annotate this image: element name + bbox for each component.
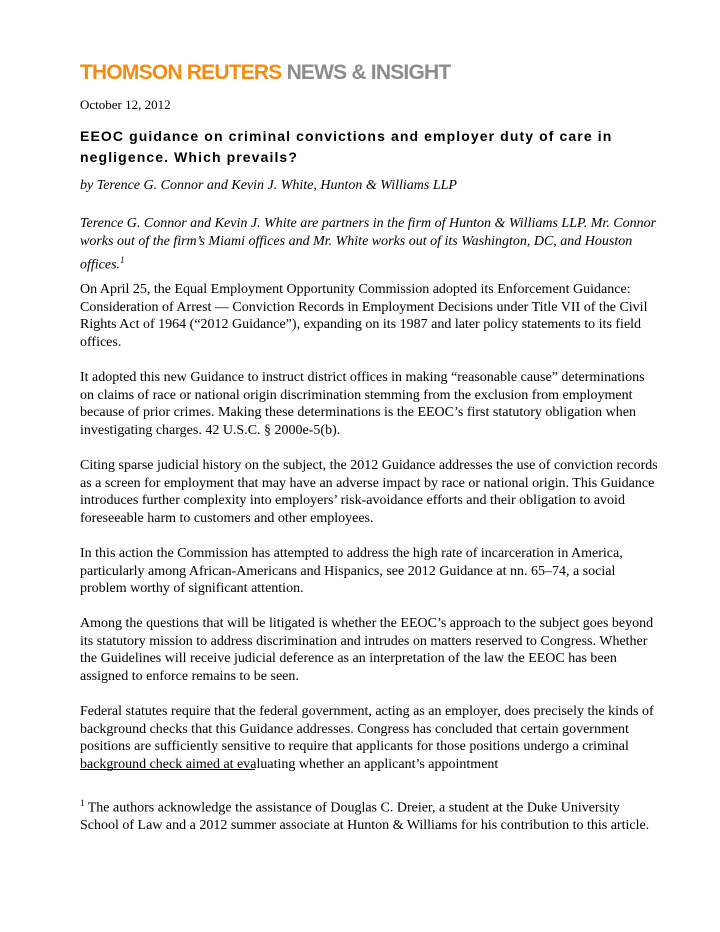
paragraph: Among the questions that will be litigated is whether the EEOC’s approach to the subject goes beyond its statutory mission to address discrimination and intrudes on matters reserved to Congress. Whether the Guidelines will receive judicial deference as an interpretation of the law the EEOC has been assigned to enforce remains to be seen. xyxy=(80,616,654,685)
article-title: EEOC guidance on criminal convictions and employer duty of care in negligence. Which prevails? xyxy=(80,128,613,165)
paragraph: Citing sparse judicial history on the subject, the 2012 Guidance addresses the use of conviction records as a screen for employment that may have an adverse impact by race or national origin. This Guidance introduces further complexity into employers’ risk-avoidance efforts and their obligation to avoid foreseeable harm to customers and other employees. xyxy=(80,457,658,526)
authors-note-text: Terence G. Connor and Kevin J. White are partners in the firm of Hunton & Williams LLP. Mr. Connor works out of the firm’s Miami offices and Mr. White works out of its Washington, DC, and Houston offices. xyxy=(80,216,657,273)
footnote-text: The authors acknowledge the assistance of Douglas C. Dreier, a student at the Duke University School of Law and a 2012 summer associate at Hunton & Williams for his contribution to this article. xyxy=(80,800,650,834)
paragraph: In this action the Commission has attempted to address the high rate of incarceration in America, particularly among African-Americans and Hispanics, see 2012 Guidance at nn. 65–74, a social problem worthy of significant attention. xyxy=(80,545,623,597)
paragraph: Federal statutes require that the federal government, acting as an employer, does precisely the kinds of background checks that this Guidance addresses. Congress has concluded that certain government positions are sufficiently sensitive to require that applicants for those positions undergo a criminal background check aimed at evaluating whether an applicant’s appointment xyxy=(80,704,654,773)
paragraph: On April 25, the Equal Employment Opportunity Commission adopted its Enforcement Guidance: Consideration of Arrest — Conviction Records in Employment Decisions under Title VII of the Civil Rights Act of 1964 (“2012 Guidance”), expanding on its 1987 and later policy statements to its field offices. xyxy=(80,282,648,350)
logo-section: NEWS & INSIGHT xyxy=(286,61,451,84)
logo-brand: THOMSON REUTERS xyxy=(80,61,282,84)
authors-note xyxy=(80,215,660,275)
footnote-reference: 1 xyxy=(120,255,125,265)
footnote xyxy=(80,795,660,835)
paragraph: It adopted this new Guidance to instruct district offices in making “reasonable cause” determinations on claims of race or national origin discrimination stemming from the exclusion from employment because of prior crimes. Making these determinations is the EEOC’s first statutory obligation when investigating charges. 42 U.S.C. § 2000e-5(b). xyxy=(80,369,645,438)
article-body xyxy=(80,281,660,791)
publication-date: October 12, 2012 xyxy=(80,97,171,112)
footnote-mark: 1 xyxy=(80,798,85,808)
thomson-reuters-logo xyxy=(80,61,450,85)
footnote-divider xyxy=(80,769,255,770)
article-byline: by Terence G. Connor and Kevin J. White, Hunton & Williams LLP xyxy=(80,178,457,193)
